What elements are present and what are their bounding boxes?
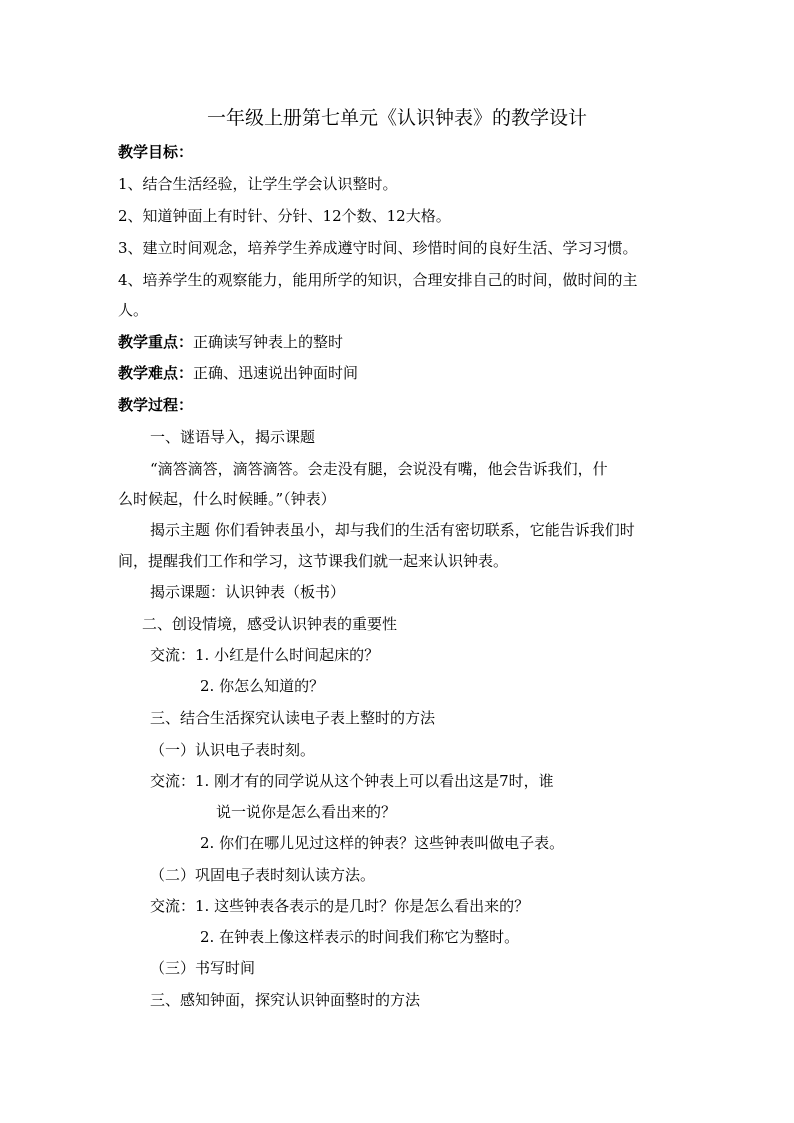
process-heading: 教学过程：	[118, 396, 194, 414]
difficulty-text: 正确、迅速说出钟面时间	[193, 364, 359, 382]
paragraph-line: 揭示主题 你们看钟表虽小，却与我们的生活有密切联系，它能告诉我们时	[150, 521, 635, 539]
key-point-line	[118, 332, 343, 352]
exchange-line: 交流：1. 这些钟表各表示的是几时？你是怎么看出来的？	[150, 897, 530, 915]
section-heading: 一、谜语导入，揭示课题	[150, 428, 316, 446]
exchange-line: 2. 在钟表上像这样表示的时间我们称它为整时。	[200, 928, 520, 946]
exchange-line: 2. 你怎么知道的？	[200, 677, 325, 695]
section-heading: 二、创设情境，感受认识钟表的重要性	[142, 615, 398, 633]
key-point-label: 教学重点：	[118, 333, 194, 351]
objective-item: 1、结合生活经验，让学生学会认识整时。	[118, 175, 398, 193]
key-point-text: 正确读写钟表上的整时	[193, 333, 344, 351]
exchange-line: 交流：1. 刚才有的同学说从这个钟表上可以看出这是7时，谁	[150, 772, 554, 790]
riddle-line: “滴答滴答，滴答滴答。会走没有腿，会说没有嘴，他会告诉我们，什	[150, 460, 608, 478]
objectives-heading: 教学目标：	[118, 143, 194, 161]
exchange-line: 说一说你是怎么看出来的？	[216, 803, 397, 821]
section-heading: 三、结合生活探究认读电子表上整时的方法	[150, 709, 436, 727]
subsection-heading: （一）认识电子表时刻。	[150, 741, 316, 759]
subsection-heading: （三）书写时间	[150, 959, 256, 977]
exchange-line: 2. 你们在哪儿见过这样的钟表？这些钟表叫做电子表。	[200, 834, 565, 852]
objective-item: 3、建立时间观念，培养学生养成遵守时间、珍惜时间的良好生活、学习习惯。	[118, 239, 638, 257]
exchange-line: 交流：1. 小红是什么时间起床的？	[150, 646, 380, 664]
paragraph-line: 揭示课题：认识钟表（板书）	[150, 583, 346, 601]
document-title: 一年级上册第七单元《认识钟表》的教学设计	[206, 107, 587, 129]
difficulty-label: 教学难点：	[118, 364, 194, 382]
riddle-line: 么时候起，什么时候睡。”（钟表）	[118, 490, 336, 508]
difficulty-line	[118, 363, 358, 383]
objective-item: 4、培养学生的观察能力，能用所学的知识，合理安排自己的时间，做时间的主	[118, 271, 638, 289]
subsection-heading: （二）巩固电子表时刻认读方法。	[150, 866, 376, 884]
objective-item: 2、知道钟面上有时针、分针、12个数、12大格。	[118, 207, 451, 225]
objective-item-continuation: 人。	[118, 301, 149, 319]
section-heading: 三、感知钟面，探究认识钟面整时的方法	[150, 991, 421, 1009]
paragraph-line: 间，提醒我们工作和学习，这节课我们就一起来认识钟表。	[118, 552, 509, 570]
